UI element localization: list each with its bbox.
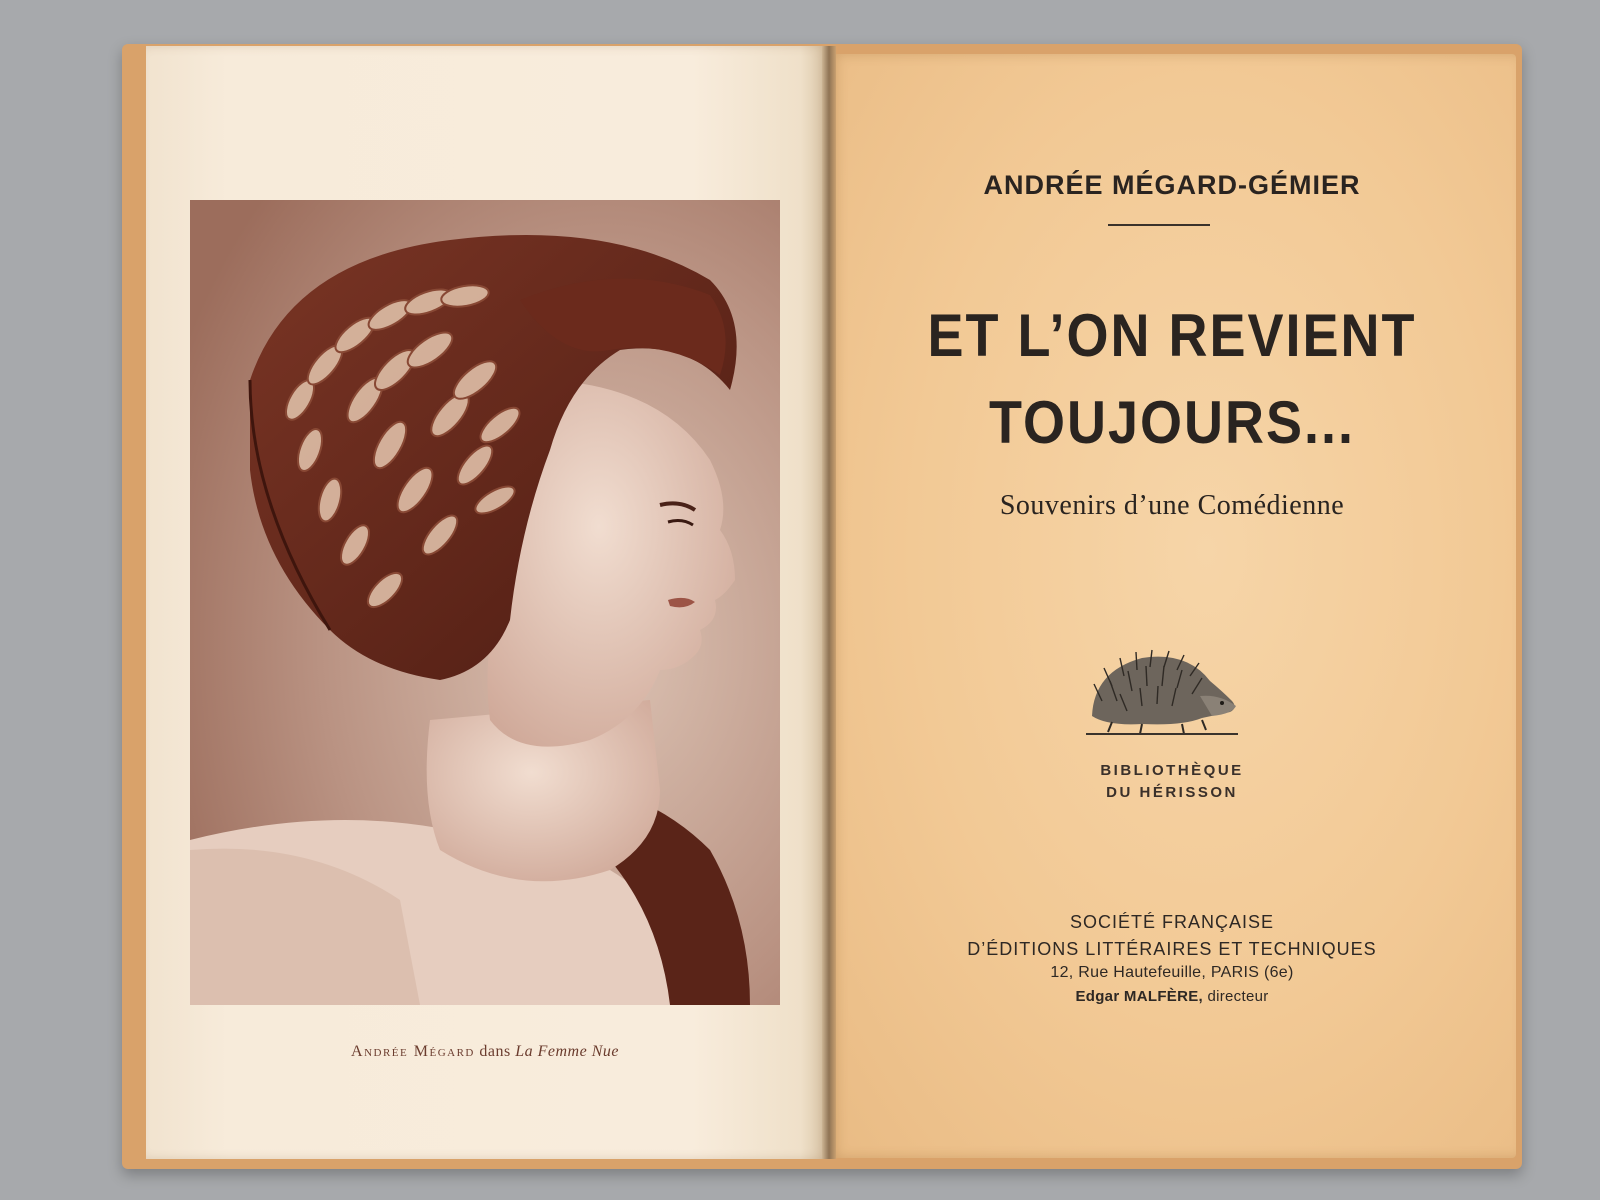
book-subtitle: Souvenirs d’une Comédienne [999, 490, 1345, 521]
collection-name-line-1: BIBLIOTHÈQUE [1100, 762, 1244, 779]
caption-work-title: La Femme Nue [515, 1043, 619, 1060]
caption-name: Andrée Mégard [351, 1043, 475, 1060]
hedgehog-emblem-icon [1082, 646, 1242, 740]
caption-connector: dans [474, 1043, 516, 1060]
portrait-photo [190, 200, 780, 1005]
publisher-director [828, 988, 1516, 1005]
book-title-line-1: ET L’ON REVIENT [927, 302, 1417, 370]
director-role: directeur [1203, 988, 1269, 1005]
director-name: Edgar MALFÈRE, [1075, 988, 1203, 1005]
publisher-line-1: SOCIÉTÉ FRANÇAISE [1069, 912, 1275, 932]
publisher-line-2: D’ÉDITIONS LITTÉRAIRES ET TECHNIQUES [967, 939, 1377, 959]
title-rule [1108, 224, 1210, 226]
publisher-address: 12, Rue Hautefeuille, PARIS (6e) [1050, 964, 1294, 981]
book-title-line-2: TOUJOURS... [988, 389, 1356, 457]
collection-name-line-2: DU HÉRISSON [1106, 784, 1238, 801]
author-name: ANDRÉE MÉGARD-GÉMIER [983, 170, 1361, 200]
photo-caption [190, 1043, 780, 1061]
